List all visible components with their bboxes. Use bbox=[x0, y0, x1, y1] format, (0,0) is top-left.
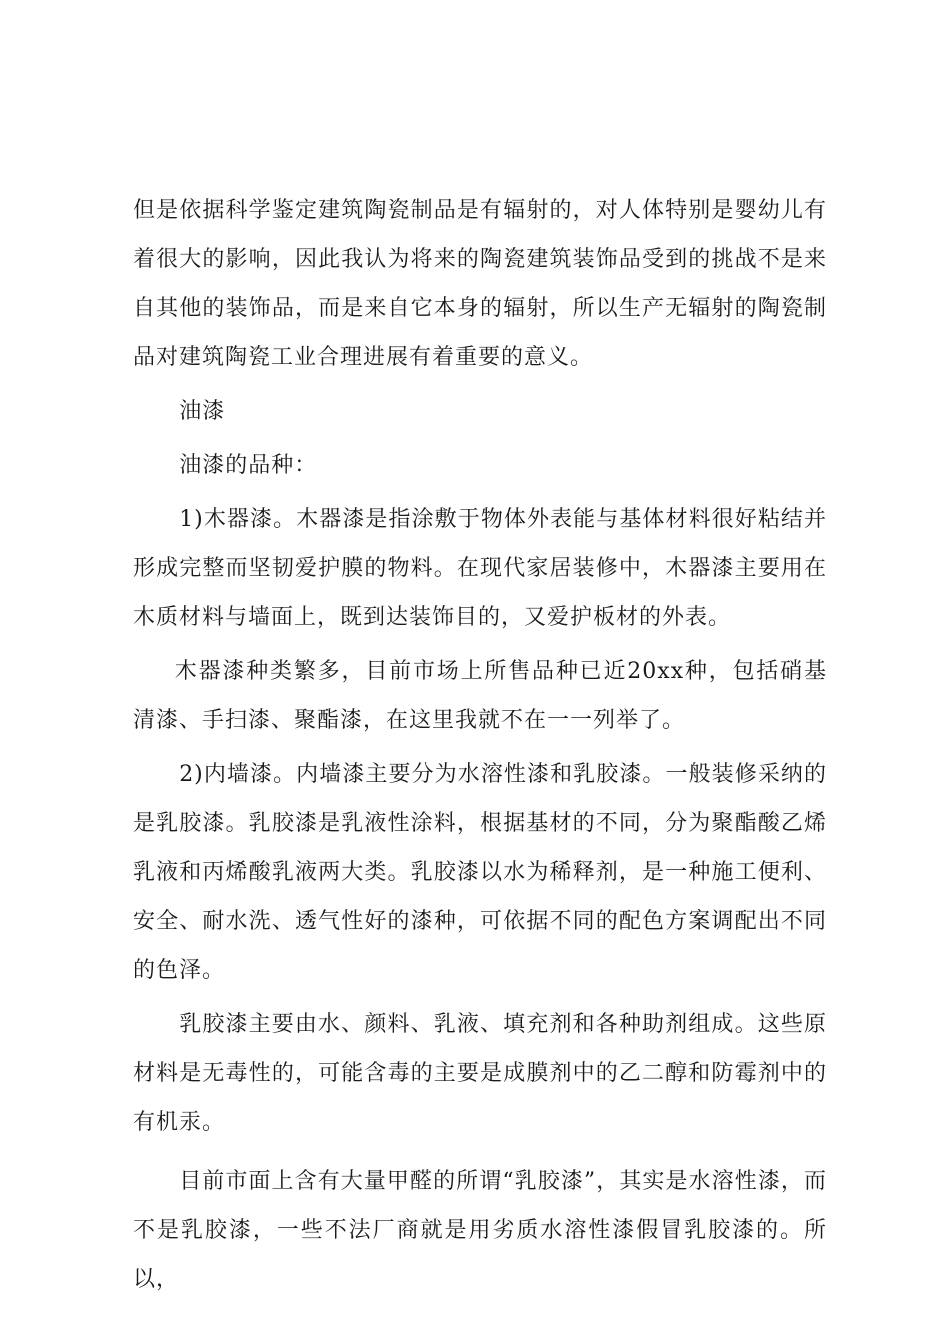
paragraph-wood-paint: 1)木器漆。木器漆是指涂敷于物体外表能与基体材料很好粘结并形成完整而坚韧爱护膜的物料。在现代家居装修中，木器漆主要用在木质材料与墙面上，既到达装饰目的，又爱护板材的外表。 bbox=[133, 507, 827, 630]
paragraph-interior-wall-paint: 2)内墙漆。内墙漆主要分为水溶性漆和乳胶漆。一般装修采纳的是乳胶漆。乳胶漆是乳液性涂料，根据基材的不同，分为聚酯酸乙烯乳液和丙烯酸乳液两大类。乳胶漆以水为稀释剂，是一种施工便利、安全、耐水洗、透气性好的漆种，可依据不同的配色方案调配出不同的色泽。 bbox=[133, 762, 827, 983]
document-body bbox=[133, 186, 827, 1304]
paragraph-fake-latex: 目前市面上含有大量甲醛的所谓“乳胶漆”，其实是水溶性漆，而不是乳胶漆，一些不法厂商就是用劣质水溶性漆假冒乳胶漆的。所以， bbox=[133, 1169, 827, 1292]
paragraph-ceramic-radiation: 但是依据科学鉴定建筑陶瓷制品是有辐射的，对人体特别是婴幼儿有着很大的影响，因此我认为将来的陶瓷建筑装饰品受到的挑战不是来自其他的装饰品，而是来自它本身的辐射，所以生产无辐射的陶瓷制品对建筑陶瓷工业合理进展有着重要的意义。 bbox=[133, 198, 827, 370]
paragraph-wood-paint-types: 木器漆种类繁多，目前市场上所售品种已近20xx种，包括硝基清漆、手扫漆、聚酯漆，在这里我就不在一一列举了。 bbox=[133, 659, 827, 733]
heading-paint-varieties: 油漆的品种： bbox=[179, 453, 318, 478]
heading-paint: 油漆 bbox=[179, 399, 226, 424]
paragraph-latex-composition: 乳胶漆主要由水、颜料、乳液、填充剂和各种助剂组成。这些原材料是无毒性的，可能含毒的主要是成膜剂中的乙二醇和防霉剂中的有机汞。 bbox=[133, 1012, 827, 1135]
